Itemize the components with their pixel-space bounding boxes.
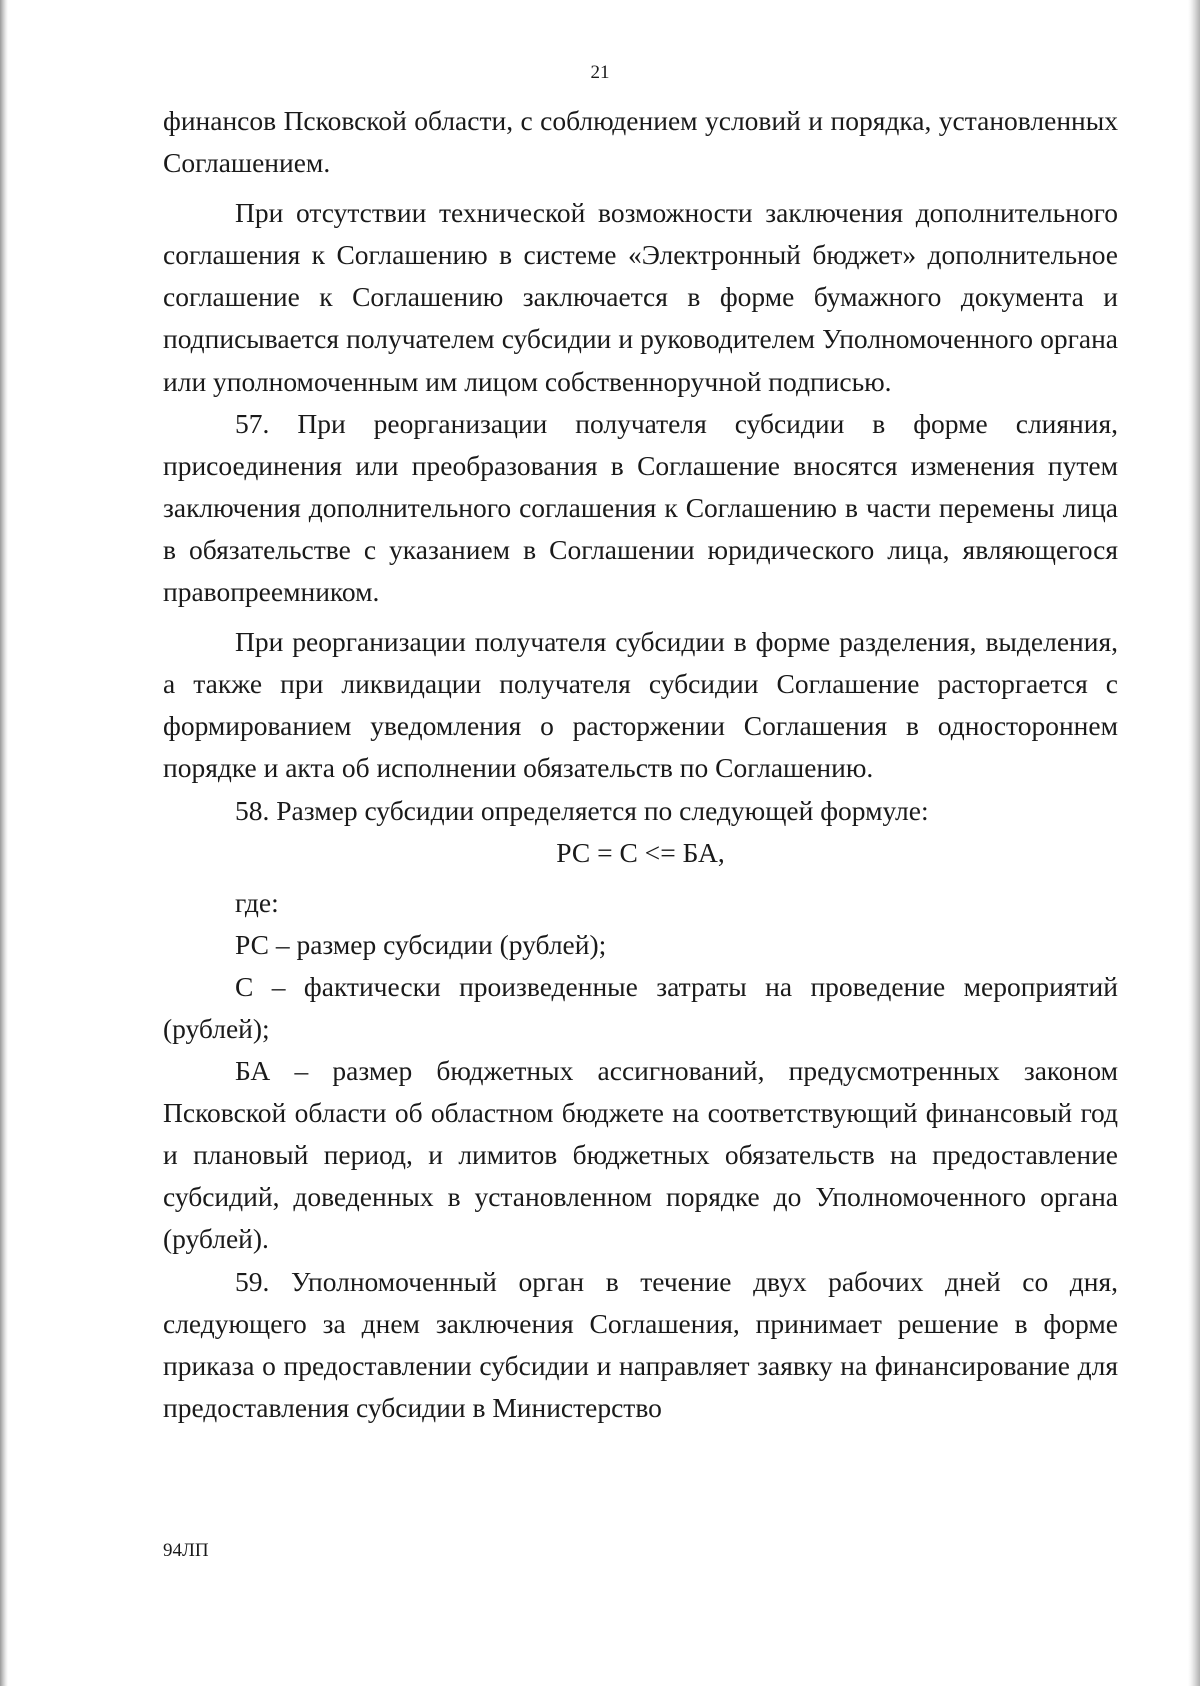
paragraph-reorganization-division: При реорганизации получателя субсидии в форме разделения, выделения, а также при ликвидации получателя субсидии Соглашение расторгается с формированием уведомления о расторжении Соглашения в одностороннем порядке и акта об исполнении обязательств по Соглашению. [163, 626, 1118, 784]
formula-where: где: [235, 886, 279, 918]
scan-edge-right [1188, 0, 1200, 1686]
paragraph-58: 58. Размер субсидии определяется по следующей формуле: [235, 794, 929, 826]
scan-edge-left [0, 0, 8, 1686]
paragraph-59: 59. Уполномоченный орган в течение двух рабочих дней со дня, следующего за днем заключения Соглашения, принимает решение в форме приказа о предоставлении субсидии и направляет заявку на финансирование для предоставления субсидии в Министерство [163, 1265, 1118, 1423]
definition-ba: БА – размер бюджетных ассигнований, предусмотренных законом Псковской области об областном бюджете на соответствующий финансовый год и плановый период, и лимитов бюджетных обязательств на предоставление субсидий, доведенных в установленном порядке до Уполномоченного органа (рублей). [163, 1055, 1118, 1255]
paragraph-no-technical-possibility: При отсутствии технической возможности заключения дополнительного соглашения к Соглашению в системе «Электронный бюджет» дополнительное соглашение к Соглашению заключается в форме бумажного документа и подписывается получателем субсидии и руководителем Уполномоченного органа или уполномоченным им лицом собственноручной подписью. [163, 197, 1118, 397]
paragraph-57: 57. При реорганизации получателя субсидии в форме слияния, присоединения или преобразования в Соглашение вносятся изменения путем заключения дополнительного соглашения к Соглашению в части перемены лица в обязательстве с указанием в Соглашении юридического лица, являющегося правопреемником. [163, 407, 1118, 608]
formula: РС = С <= БА, [556, 836, 725, 868]
paragraph-continuation: финансов Псковской области, с соблюдением условий и порядка, установленных Соглашением. [163, 105, 1118, 179]
definition-c: С – фактически произведенные затраты на проведение мероприятий (рублей); [163, 970, 1118, 1044]
definition-rs: РС – размер субсидии (рублей); [235, 928, 607, 960]
document-body [163, 100, 1118, 1429]
page-number: 21 [590, 62, 610, 83]
footer-document-code: 94ЛП [163, 1540, 209, 1561]
